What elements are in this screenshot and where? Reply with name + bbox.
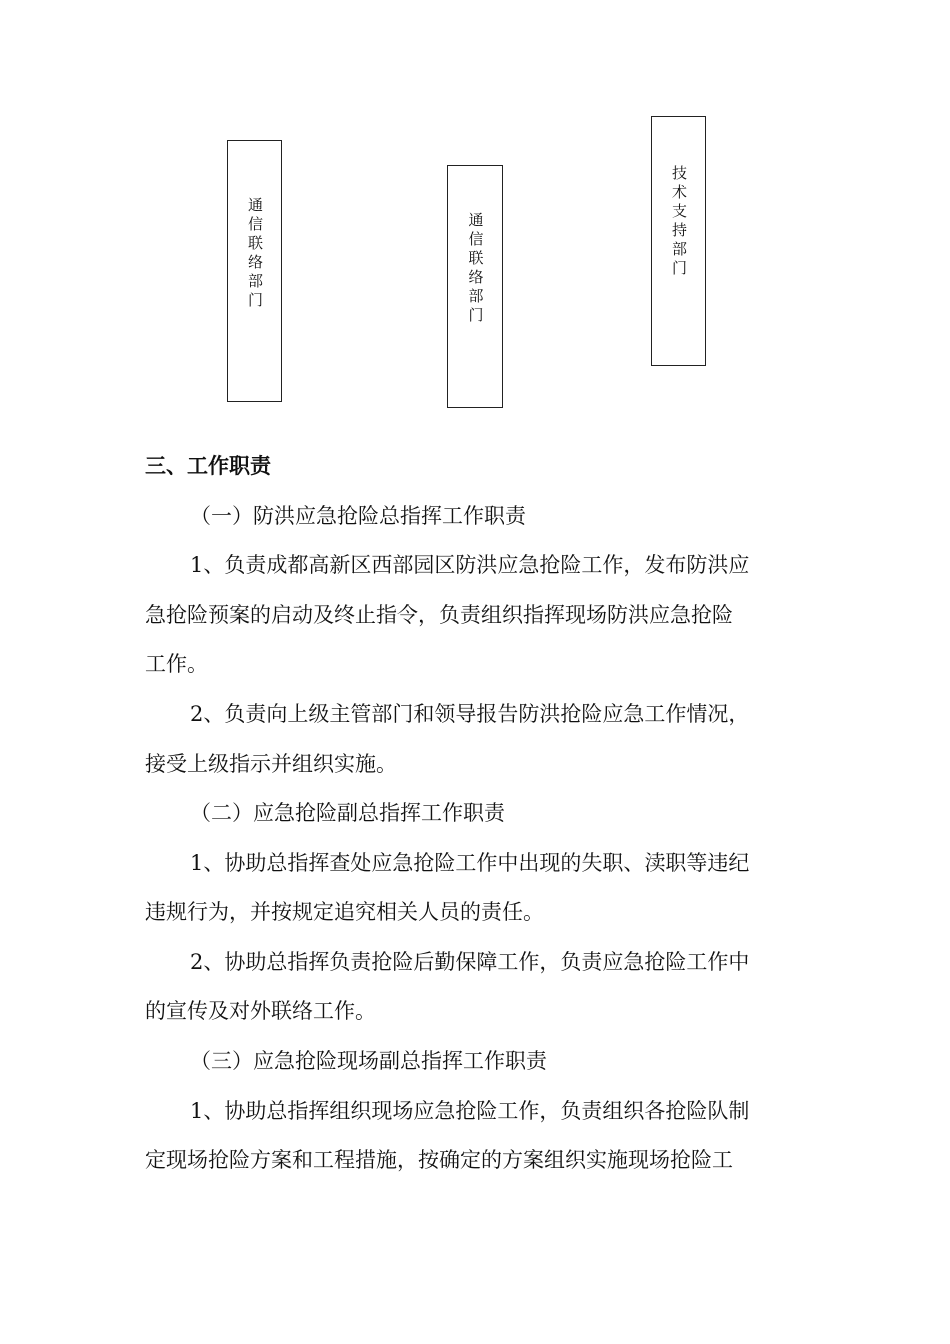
dept-box-label: 技术支持部门	[670, 165, 688, 279]
subsection-title-2: （二）应急抢险副总指挥工作职责	[190, 801, 505, 825]
paragraph-line: 急抢险预案的启动及终止指令，负责组织指挥现场防洪应急抢险	[145, 603, 733, 627]
dept-box-tech-support	[651, 116, 706, 366]
paragraph-line: 2、协助总指挥负责抢险后勤保障工作，负责应急抢险工作中	[190, 950, 750, 974]
paragraph-line: 1、负责成都高新区西部园区防洪应急抢险工作，发布防洪应	[190, 553, 750, 577]
paragraph-line: 接受上级指示并组织实施。	[145, 752, 397, 776]
paragraph-line: 违规行为，并按规定追究相关人员的责任。	[145, 900, 544, 924]
dept-box-comm-2	[447, 165, 503, 408]
dept-box-label: 通信联络部门	[246, 197, 264, 311]
dept-box-comm-1	[227, 140, 282, 402]
subsection-title-3: （三）应急抢险现场副总指挥工作职责	[190, 1049, 547, 1073]
paragraph-line: 定现场抢险方案和工程措施，按确定的方案组织实施现场抢险工	[145, 1148, 733, 1172]
paragraph-line: 1、协助总指挥组织现场应急抢险工作，负责组织各抢险队制	[190, 1099, 750, 1123]
subsection-title-1: （一）防洪应急抢险总指挥工作职责	[190, 504, 526, 528]
section-heading: 三、工作职责	[145, 454, 271, 478]
dept-box-label: 通信联络部门	[466, 212, 485, 326]
paragraph-line: 的宣传及对外联络工作。	[145, 999, 376, 1023]
paragraph-line: 2、负责向上级主管部门和领导报告防洪抢险应急工作情况，	[190, 702, 750, 726]
paragraph-line: 工作。	[145, 652, 208, 676]
paragraph-line: 1、协助总指挥查处应急抢险工作中出现的失职、渎职等违纪	[190, 851, 750, 875]
